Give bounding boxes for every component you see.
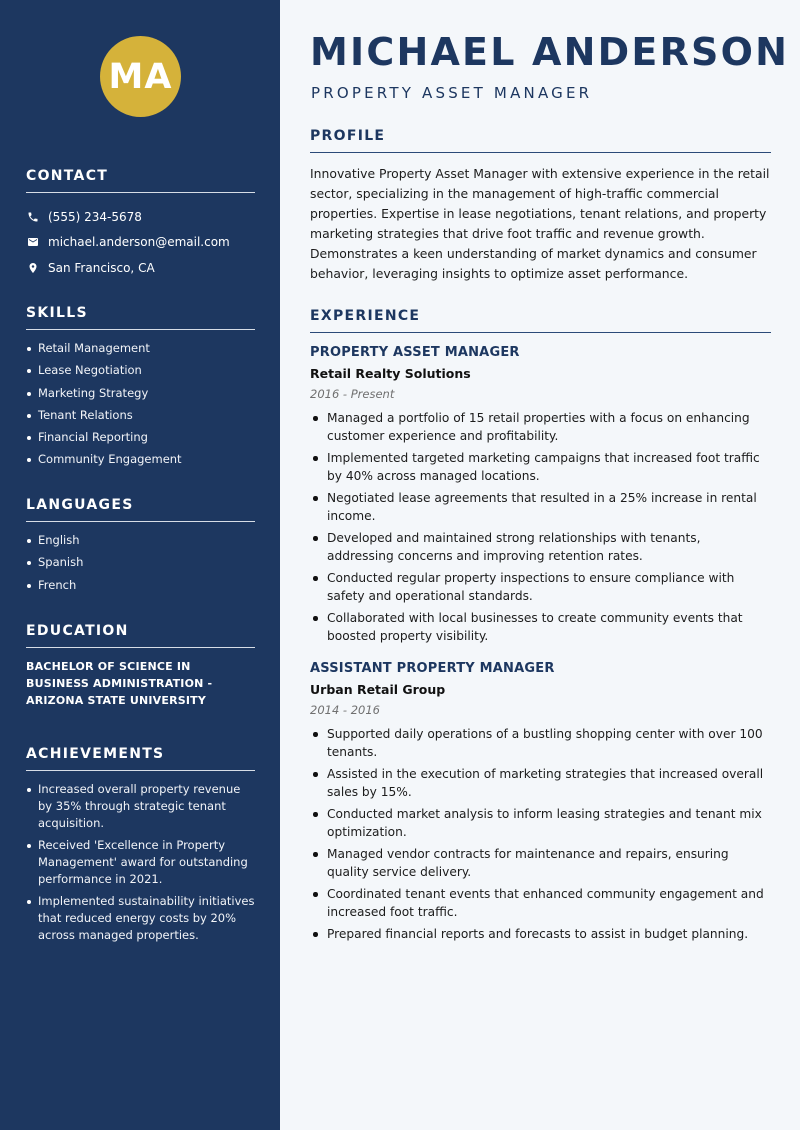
contact-location bbox=[26, 255, 255, 281]
job-company: Urban Retail Group bbox=[310, 682, 446, 697]
job-bullet: Supported daily operations of a bustling shopping center with over 100 tenants. bbox=[310, 725, 771, 761]
job-dates: 2016 - Present bbox=[310, 387, 395, 401]
skill-item: Lease Negotiation bbox=[26, 362, 255, 379]
language-item: Spanish bbox=[26, 554, 255, 571]
email-icon bbox=[26, 236, 39, 249]
experience-heading: EXPERIENCE bbox=[310, 308, 771, 333]
contact-list bbox=[26, 204, 255, 281]
job-bullet: Prepared financial reports and forecasts to assist in budget planning. bbox=[310, 925, 771, 943]
contact-email bbox=[26, 230, 255, 256]
languages-list bbox=[26, 532, 255, 594]
contact-phone bbox=[26, 204, 255, 230]
profile-heading: PROFILE bbox=[310, 128, 771, 153]
job-bullet: Implemented targeted marketing campaigns that increased foot traffic by 40% across managed locations. bbox=[310, 449, 771, 485]
education-degree: BACHELOR OF SCIENCE IN BUSINESS ADMINISTRATION - ARIZONA STATE UNIVERSITY bbox=[26, 660, 213, 707]
education-section bbox=[26, 623, 255, 709]
experience-section bbox=[310, 308, 771, 947]
phone-icon bbox=[26, 210, 39, 223]
location-pin-icon bbox=[26, 261, 39, 274]
job-bullet: Developed and maintained strong relationships with tenants, addressing concerns and improving retention rates. bbox=[310, 529, 771, 565]
job-entry bbox=[310, 661, 771, 943]
contact-phone-text: (555) 234-5678 bbox=[48, 209, 142, 224]
skill-item: Retail Management bbox=[26, 340, 255, 357]
achievement-item: Implemented sustainability initiatives that reduced energy costs by 20% across managed properties. bbox=[26, 893, 255, 944]
job-company: Retail Realty Solutions bbox=[310, 366, 471, 381]
skill-item: Tenant Relations bbox=[26, 407, 255, 424]
sidebar bbox=[0, 0, 280, 1130]
achievement-item: Increased overall property revenue by 35% through strategic tenant acquisition. bbox=[26, 781, 255, 832]
languages-heading: LANGUAGES bbox=[26, 497, 255, 522]
job-bullet: Collaborated with local businesses to create community events that boosted property visibility. bbox=[310, 609, 771, 645]
skill-item: Financial Reporting bbox=[26, 429, 255, 446]
job-bullets bbox=[310, 409, 771, 645]
contact-email-text: michael.anderson@email.com bbox=[48, 235, 230, 250]
skill-item: Marketing Strategy bbox=[26, 385, 255, 402]
job-bullet: Conducted market analysis to inform leasing strategies and tenant mix optimization. bbox=[310, 805, 771, 841]
achievements-list bbox=[26, 781, 255, 944]
avatar-initials: MA bbox=[100, 36, 181, 117]
candidate-title: PROPERTY ASSET MANAGER bbox=[311, 84, 593, 102]
job-entry bbox=[310, 345, 771, 645]
job-title: PROPERTY ASSET MANAGER bbox=[310, 345, 520, 360]
job-bullet: Managed vendor contracts for maintenance and repairs, ensuring quality service delivery. bbox=[310, 845, 771, 881]
job-dates: 2014 - 2016 bbox=[310, 703, 380, 717]
profile-summary: Innovative Property Asset Manager with extensive experience in the retail sector, specializing in the management of high-traffic commercial properties. Expertise in lease negotiations, tenant relations, and property marketing strategies that drive foot traffic and revenue growth. Demonstrates a keen understanding of market dynamics and consumer behavior, leveraging insights to optimize asset performance. bbox=[310, 166, 770, 281]
contact-location-text: San Francisco, CA bbox=[48, 260, 155, 275]
achievements-section bbox=[26, 746, 255, 949]
languages-section bbox=[26, 497, 255, 599]
skills-heading: SKILLS bbox=[26, 305, 255, 330]
skill-item: Community Engagement bbox=[26, 451, 255, 468]
job-title: ASSISTANT PROPERTY MANAGER bbox=[310, 661, 555, 676]
language-item: French bbox=[26, 577, 255, 594]
education-heading: EDUCATION bbox=[26, 623, 255, 648]
job-bullet: Managed a portfolio of 15 retail properties with a focus on enhancing customer experience and profitability. bbox=[310, 409, 771, 445]
contact-section bbox=[26, 168, 255, 281]
job-bullets bbox=[310, 725, 771, 943]
job-bullet: Conducted regular property inspections to ensure compliance with safety and operational standards. bbox=[310, 569, 771, 605]
profile-section bbox=[310, 128, 771, 284]
contact-heading: CONTACT bbox=[26, 168, 255, 193]
skills-section bbox=[26, 305, 255, 474]
achievement-item: Received 'Excellence in Property Management' award for outstanding performance in 2021. bbox=[26, 837, 255, 888]
job-bullet: Coordinated tenant events that enhanced community engagement and increased foot traffic. bbox=[310, 885, 771, 921]
candidate-name: MICHAEL ANDERSON bbox=[310, 30, 790, 74]
achievements-heading: ACHIEVEMENTS bbox=[26, 746, 255, 771]
job-bullet: Negotiated lease agreements that resulted in a 25% increase in rental income. bbox=[310, 489, 771, 525]
language-item: English bbox=[26, 532, 255, 549]
skills-list bbox=[26, 340, 255, 468]
job-bullet: Assisted in the execution of marketing strategies that increased overall sales by 15%. bbox=[310, 765, 771, 801]
